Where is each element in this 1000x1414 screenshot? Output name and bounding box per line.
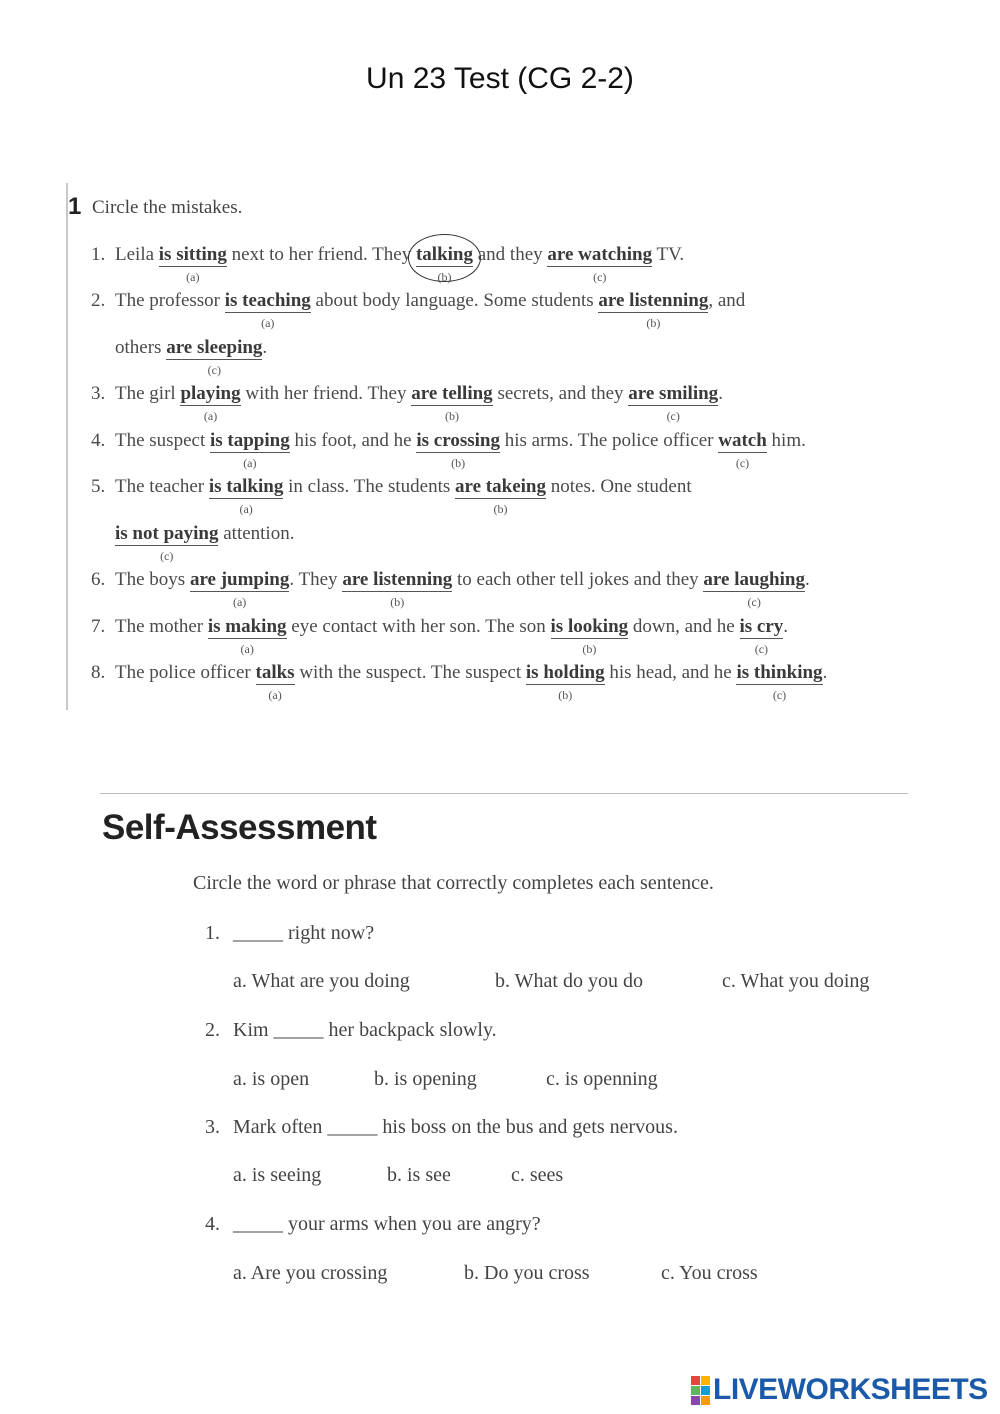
answer-word: is teaching xyxy=(224,290,311,311)
sentence-text: , and xyxy=(708,290,746,311)
item-4-line-1 xyxy=(91,429,806,470)
sentence-text: The girl xyxy=(115,383,181,404)
item-2-line-2 xyxy=(115,336,268,377)
choice-label: (b) xyxy=(444,409,459,423)
question-text: Mark often _____ his boss on the bus and gets nervous. xyxy=(233,1116,678,1138)
sentence-text: attention. xyxy=(218,523,295,544)
sentence-text: his foot, and he xyxy=(289,430,417,451)
question-text: _____ right now? xyxy=(233,922,375,944)
answer-choice[interactable] xyxy=(415,244,473,284)
choice-label: (c) xyxy=(666,409,680,423)
answer-word: is looking xyxy=(550,616,629,637)
item-6-line-1 xyxy=(91,568,810,609)
answer-choice[interactable] xyxy=(628,383,719,423)
choice-label: (b) xyxy=(582,642,597,656)
answer-choice[interactable] xyxy=(255,662,295,702)
answer-choice[interactable] xyxy=(455,476,546,516)
choice-label: (b) xyxy=(451,456,466,470)
choice-label: (c) xyxy=(772,688,787,702)
choice-label: (b) xyxy=(493,502,508,516)
answer-word: is not paying xyxy=(115,523,219,544)
answer-word: are listenning xyxy=(342,569,453,590)
sentence-text: and they xyxy=(473,244,548,265)
answer-word: is tapping xyxy=(209,430,290,451)
choice-label: (a) xyxy=(186,270,200,284)
logo-square xyxy=(701,1386,710,1395)
question-1-options xyxy=(233,970,869,993)
sentence-text: . xyxy=(783,616,789,637)
sentence-text: The police officer xyxy=(115,662,256,683)
item-number: 4. xyxy=(91,430,106,451)
option-a[interactable]: a. What are you doing xyxy=(233,970,410,992)
answer-choice[interactable] xyxy=(189,569,290,609)
sentence-text: in class. The students xyxy=(283,476,456,497)
question-number: 1. xyxy=(205,922,220,944)
answer-choice[interactable] xyxy=(158,244,227,284)
question-text: _____ your arms when you are angry? xyxy=(233,1213,541,1235)
choice-label: (a) xyxy=(243,456,257,470)
answer-choice[interactable] xyxy=(411,383,493,423)
option-c[interactable]: c. You cross xyxy=(661,1262,758,1284)
answer-choice[interactable] xyxy=(718,430,767,470)
sentence-text: The mother xyxy=(115,616,208,637)
answer-choice[interactable] xyxy=(739,616,784,656)
answer-word: are watching xyxy=(547,244,653,265)
answer-word: are takeing xyxy=(455,476,546,497)
choice-label: (c) xyxy=(754,642,769,656)
sentence-text: about body language. Some students xyxy=(310,290,599,311)
item-number: 6. xyxy=(91,569,106,590)
item-number: 8. xyxy=(91,662,106,683)
answer-choice[interactable] xyxy=(703,569,805,609)
choice-label: (a) xyxy=(203,409,218,423)
question-3-options xyxy=(233,1164,563,1187)
question-4-options xyxy=(233,1262,758,1285)
logo-square xyxy=(691,1386,700,1395)
option-a[interactable]: a. is seeing xyxy=(233,1164,322,1186)
item-8-line-1 xyxy=(91,661,828,702)
item-5-line-1 xyxy=(91,475,692,516)
logo-icon xyxy=(691,1376,710,1405)
option-c[interactable]: c. is openning xyxy=(546,1068,658,1090)
answer-word: is holding xyxy=(525,662,605,683)
item-3-line-1 xyxy=(91,382,723,423)
circled-mistake-mark xyxy=(408,234,481,282)
item-number: 5. xyxy=(91,476,106,497)
item-number: 2. xyxy=(91,290,106,311)
choice-label: (b) xyxy=(558,688,573,702)
answer-choice[interactable] xyxy=(180,383,241,423)
sentence-text: . xyxy=(822,662,828,683)
choice-label: (c) xyxy=(160,549,174,563)
sentence-text: to each other tell jokes and they xyxy=(452,569,704,590)
sentence-text: next to her friend. They xyxy=(226,244,416,265)
sentence-text: . xyxy=(718,383,723,404)
sentence-text: with her friend. They xyxy=(240,383,412,404)
sentence-text: TV. xyxy=(652,244,685,265)
sentence-text: . xyxy=(262,337,268,358)
logo-square xyxy=(691,1376,700,1385)
answer-word: talking xyxy=(415,244,473,265)
sentence-text: The suspect xyxy=(115,430,210,451)
item-1-line-1 xyxy=(91,243,685,284)
choice-label: (c) xyxy=(593,270,607,284)
item-7-line-1 xyxy=(91,615,789,656)
answer-word: are listenning xyxy=(598,290,709,311)
sentence-text: eye contact with her son. The son xyxy=(286,616,551,637)
exercise-number: 1 xyxy=(68,193,82,220)
option-b[interactable]: b. What do you do xyxy=(495,970,643,992)
option-b[interactable]: b. is see xyxy=(387,1164,451,1186)
answer-word: is cry xyxy=(739,616,784,637)
item-number: 1. xyxy=(91,244,106,265)
answer-word: is talking xyxy=(208,476,284,497)
self-assessment-instruction: Circle the word or phrase that correctly completes each sentence. xyxy=(193,872,714,894)
answer-choice[interactable] xyxy=(550,616,629,656)
sentence-text: his arms. The police officer xyxy=(499,430,719,451)
answer-word: is sitting xyxy=(158,244,227,265)
option-c[interactable]: c. sees xyxy=(511,1164,564,1186)
sentence-text: others xyxy=(115,337,167,358)
option-b[interactable]: b. Do you cross xyxy=(464,1262,590,1284)
question-number: 4. xyxy=(205,1213,220,1235)
logo-square xyxy=(701,1376,710,1385)
answer-choice[interactable] xyxy=(209,430,290,470)
answer-word: is thinking xyxy=(736,662,823,683)
option-c[interactable]: c. What you doing xyxy=(722,970,870,992)
choice-label: (c) xyxy=(735,456,750,470)
sentence-text: him. xyxy=(766,430,806,451)
choice-label: (b) xyxy=(390,595,405,609)
question-2-options xyxy=(233,1068,658,1091)
answer-choice[interactable] xyxy=(525,662,605,702)
choice-label: (c) xyxy=(747,595,761,609)
choice-label: (a) xyxy=(268,688,282,702)
answer-word: playing xyxy=(180,383,241,404)
sentence-text: his head, and he xyxy=(604,662,737,683)
option-a[interactable]: a. is open xyxy=(233,1068,310,1090)
answer-word: are jumping xyxy=(189,569,290,590)
exercise-border xyxy=(66,183,68,710)
answer-word: are sleeping xyxy=(166,337,263,358)
choice-label: (a) xyxy=(239,502,253,516)
sentence-text: . xyxy=(804,569,810,590)
self-assessment-title: Self-Assessment xyxy=(102,808,377,847)
answer-word: talks xyxy=(255,662,295,683)
answer-word: are laughing xyxy=(703,569,805,590)
choice-label: (a) xyxy=(240,642,254,656)
answer-word: is making xyxy=(207,616,287,637)
exercise-instruction: Circle the mistakes. xyxy=(92,197,243,218)
item-number: 7. xyxy=(91,616,106,637)
choice-label: (c) xyxy=(207,363,221,377)
answer-choice[interactable] xyxy=(416,430,500,470)
choice-label: (a) xyxy=(261,316,275,330)
choice-label: (b) xyxy=(646,316,661,330)
option-b[interactable]: b. is opening xyxy=(374,1068,477,1090)
item-5-line-2 xyxy=(115,522,295,563)
answer-choice[interactable] xyxy=(598,290,709,330)
question-number: 2. xyxy=(205,1019,220,1041)
answer-choice[interactable] xyxy=(166,337,263,377)
answer-word: are telling xyxy=(411,383,493,404)
sentence-text: notes. One student xyxy=(545,476,692,497)
item-2-line-1 xyxy=(91,289,746,330)
answer-choice[interactable] xyxy=(342,569,453,609)
sentence-text: The teacher xyxy=(115,476,209,497)
question-number: 3. xyxy=(205,1116,220,1138)
logo-text: LIVEWORKSHEETS xyxy=(713,1373,988,1406)
liveworksheets-logo xyxy=(691,1373,988,1407)
sentence-text: . They xyxy=(289,569,343,590)
section-divider xyxy=(100,793,908,794)
answer-word: is crossing xyxy=(416,430,500,451)
answer-word: are smiling xyxy=(628,383,719,404)
sentence-text: down, and he xyxy=(628,616,740,637)
sentence-text: secrets, and they xyxy=(492,383,629,404)
logo-square xyxy=(691,1396,700,1405)
answer-choice[interactable] xyxy=(115,523,219,563)
page-title: Un 23 Test (CG 2-2) xyxy=(366,62,634,95)
answer-choice[interactable] xyxy=(547,244,653,284)
answer-choice[interactable] xyxy=(736,662,823,702)
question-3 xyxy=(205,1116,678,1139)
sentence-text: Leila xyxy=(115,244,159,265)
answer-word: watch xyxy=(718,430,767,451)
choice-label: (b) xyxy=(437,270,452,284)
question-4 xyxy=(205,1213,541,1236)
question-text: Kim _____ her backpack slowly. xyxy=(233,1019,497,1041)
item-number: 3. xyxy=(91,383,106,404)
sentence-text: The boys xyxy=(115,569,190,590)
sentence-text: with the suspect. The suspect xyxy=(294,662,526,683)
question-2 xyxy=(205,1019,497,1042)
answer-choice[interactable] xyxy=(224,290,311,330)
choice-label: (a) xyxy=(232,595,247,609)
logo-square xyxy=(701,1396,710,1405)
question-1 xyxy=(205,922,374,945)
sentence-text: The professor xyxy=(115,290,225,311)
answer-choice[interactable] xyxy=(208,476,284,516)
answer-choice[interactable] xyxy=(207,616,287,656)
option-a[interactable]: a. Are you crossing xyxy=(233,1262,388,1284)
